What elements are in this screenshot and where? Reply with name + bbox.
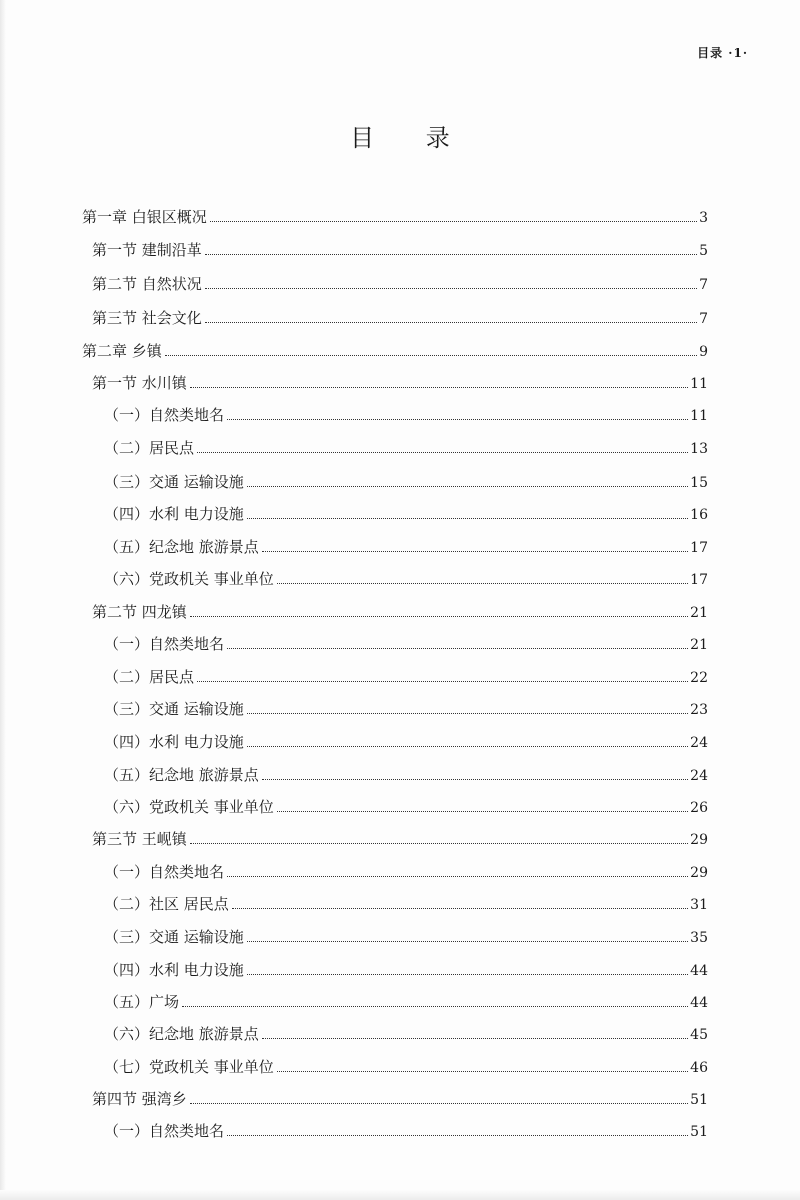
toc-entry-page: 44 — [690, 995, 708, 1011]
toc-entry-page: 35 — [690, 930, 708, 946]
toc-entry-label: （六）党政机关 事业单位 — [104, 570, 274, 588]
toc-entry[interactable] — [92, 306, 708, 330]
toc-entry[interactable] — [104, 730, 708, 754]
dot-leader — [197, 452, 688, 453]
dot-leader — [227, 876, 688, 877]
toc-entry-label: （六）党政机关 事业单位 — [104, 798, 274, 816]
toc-entry[interactable] — [104, 567, 708, 591]
toc-entry-page: 7 — [699, 311, 708, 327]
dot-leader — [232, 908, 688, 909]
dot-leader — [262, 779, 688, 780]
dot-leader — [190, 1103, 688, 1104]
toc-entry-page: 24 — [690, 735, 708, 751]
dot-leader — [210, 221, 697, 222]
toc-entry-page: 23 — [690, 702, 708, 718]
toc-entry-label: 第一章 白银区概况 — [82, 208, 207, 226]
toc-entry-page: 26 — [690, 800, 708, 816]
dot-leader — [197, 681, 688, 682]
toc-entry-label: （五）纪念地 旅游景点 — [104, 766, 259, 784]
toc-entry[interactable] — [104, 502, 708, 526]
dot-leader — [205, 288, 697, 289]
dot-leader — [182, 1006, 688, 1007]
toc-entry-label: （三）交通 运输设施 — [104, 473, 244, 491]
toc-entry-label: （一）自然类地名 — [104, 406, 225, 424]
toc-entry-label: 第一节 建制沿革 — [92, 241, 202, 259]
toc-entry-label: （四）水利 电力设施 — [104, 961, 244, 979]
toc-entry[interactable] — [92, 272, 708, 296]
dot-leader — [277, 583, 688, 584]
dot-leader — [190, 616, 688, 617]
dot-leader — [227, 648, 688, 649]
toc-entry[interactable] — [104, 1055, 708, 1079]
toc-entry-page: 51 — [690, 1092, 708, 1108]
toc-entry-label: （五）广场 — [104, 993, 180, 1011]
dot-leader — [262, 1038, 688, 1039]
toc-entry[interactable] — [104, 632, 708, 656]
toc-entry-page: 15 — [690, 475, 708, 491]
toc-entry-label: 第二节 四龙镇 — [92, 603, 187, 621]
toc-entry-label: （一）自然类地名 — [104, 635, 225, 653]
toc-entry-page: 13 — [690, 441, 708, 457]
toc-entry-page: 16 — [690, 507, 708, 523]
running-head: 目录 ·1· — [697, 46, 748, 60]
toc-entry-page: 7 — [699, 277, 708, 293]
toc-entry-page: 17 — [690, 572, 708, 588]
toc-entry-label: （七）党政机关 事业单位 — [104, 1058, 274, 1076]
dot-leader — [247, 974, 688, 975]
toc-entry-page: 24 — [690, 768, 708, 784]
dot-leader — [205, 322, 697, 323]
toc-entry[interactable] — [104, 403, 708, 427]
toc-entry-label: 第四节 强湾乡 — [92, 1090, 187, 1108]
toc-entry-label: （一）自然类地名 — [104, 863, 225, 881]
toc-entry-page: 11 — [690, 408, 708, 424]
toc-entry-label: （三）交通 运输设施 — [104, 700, 244, 718]
dot-leader — [277, 811, 688, 812]
toc-entry-page: 44 — [690, 963, 708, 979]
toc-entry-page: 21 — [690, 637, 708, 653]
toc-entry-label: （六）纪念地 旅游景点 — [104, 1025, 259, 1043]
toc-entry[interactable] — [92, 1087, 708, 1111]
toc-entry[interactable] — [104, 535, 708, 559]
toc-entry-page: 29 — [690, 865, 708, 881]
toc-entry[interactable] — [104, 925, 708, 949]
toc-entry[interactable] — [104, 665, 708, 689]
toc-entry-page: 31 — [690, 897, 708, 913]
toc-entry[interactable] — [104, 990, 708, 1014]
toc-entry[interactable] — [104, 958, 708, 982]
toc-entry-page: 11 — [690, 376, 708, 392]
toc-entry-page: 21 — [690, 605, 708, 621]
toc-entry-page: 46 — [690, 1060, 708, 1076]
toc-entry-label: （三）交通 运输设施 — [104, 928, 244, 946]
dot-leader — [190, 843, 688, 844]
toc-entry[interactable] — [92, 371, 708, 395]
toc-entry-label: （二）社区 居民点 — [104, 895, 229, 913]
toc-entry-label: （一）自然类地名 — [104, 1122, 225, 1140]
dot-leader — [247, 941, 688, 942]
dot-leader — [205, 254, 697, 255]
dot-leader — [277, 1071, 688, 1072]
toc-entry-page: 17 — [690, 540, 708, 556]
toc-entry[interactable] — [82, 205, 708, 229]
toc-entry[interactable] — [92, 827, 708, 851]
toc-entry-label: 第一节 水川镇 — [92, 374, 187, 392]
toc-entry-page: 3 — [699, 210, 708, 226]
dot-leader — [165, 355, 697, 356]
dot-leader — [262, 551, 688, 552]
toc-entry-label: 第三节 社会文化 — [92, 309, 202, 327]
toc-entry[interactable] — [92, 238, 708, 262]
dot-leader — [227, 419, 688, 420]
toc-entry[interactable] — [104, 1022, 708, 1046]
dot-leader — [247, 486, 688, 487]
page-bottom-shadow — [0, 1190, 800, 1200]
toc-entry-page: 9 — [699, 344, 708, 360]
toc-entry-page: 5 — [699, 243, 708, 259]
dot-leader — [247, 713, 688, 714]
toc-entry[interactable] — [82, 339, 708, 363]
toc-entry[interactable] — [104, 470, 708, 494]
toc-entry-label: （四）水利 电力设施 — [104, 733, 244, 751]
toc-entry-label: （四）水利 电力设施 — [104, 505, 244, 523]
dot-leader — [190, 387, 688, 388]
toc-entry-page: 51 — [690, 1124, 708, 1140]
toc-entry-label: （二）居民点 — [104, 668, 195, 686]
toc-entry-label: 第二章 乡镇 — [82, 342, 162, 360]
toc-entry[interactable] — [104, 763, 708, 787]
dot-leader — [247, 746, 688, 747]
toc-entry[interactable] — [104, 860, 708, 884]
toc-entry[interactable] — [92, 600, 708, 624]
toc-entry-page: 29 — [690, 832, 708, 848]
toc-title: 目 录 — [350, 124, 472, 152]
page-edge-shadow — [0, 0, 6, 1200]
toc-entry[interactable] — [104, 892, 708, 916]
toc-entry-label: 第三节 王岘镇 — [92, 830, 187, 848]
toc-entry[interactable] — [104, 1119, 708, 1143]
toc-entry-label: （二）居民点 — [104, 439, 195, 457]
toc-entry-page: 22 — [690, 670, 708, 686]
toc-entry[interactable] — [104, 795, 708, 819]
toc-entry[interactable] — [104, 436, 708, 460]
toc-entry-label: 第二节 自然状况 — [92, 275, 202, 293]
toc-entry-page: 45 — [690, 1027, 708, 1043]
toc-entry[interactable] — [104, 697, 708, 721]
toc-entry-label: （五）纪念地 旅游景点 — [104, 538, 259, 556]
dot-leader — [227, 1135, 688, 1136]
dot-leader — [247, 518, 688, 519]
